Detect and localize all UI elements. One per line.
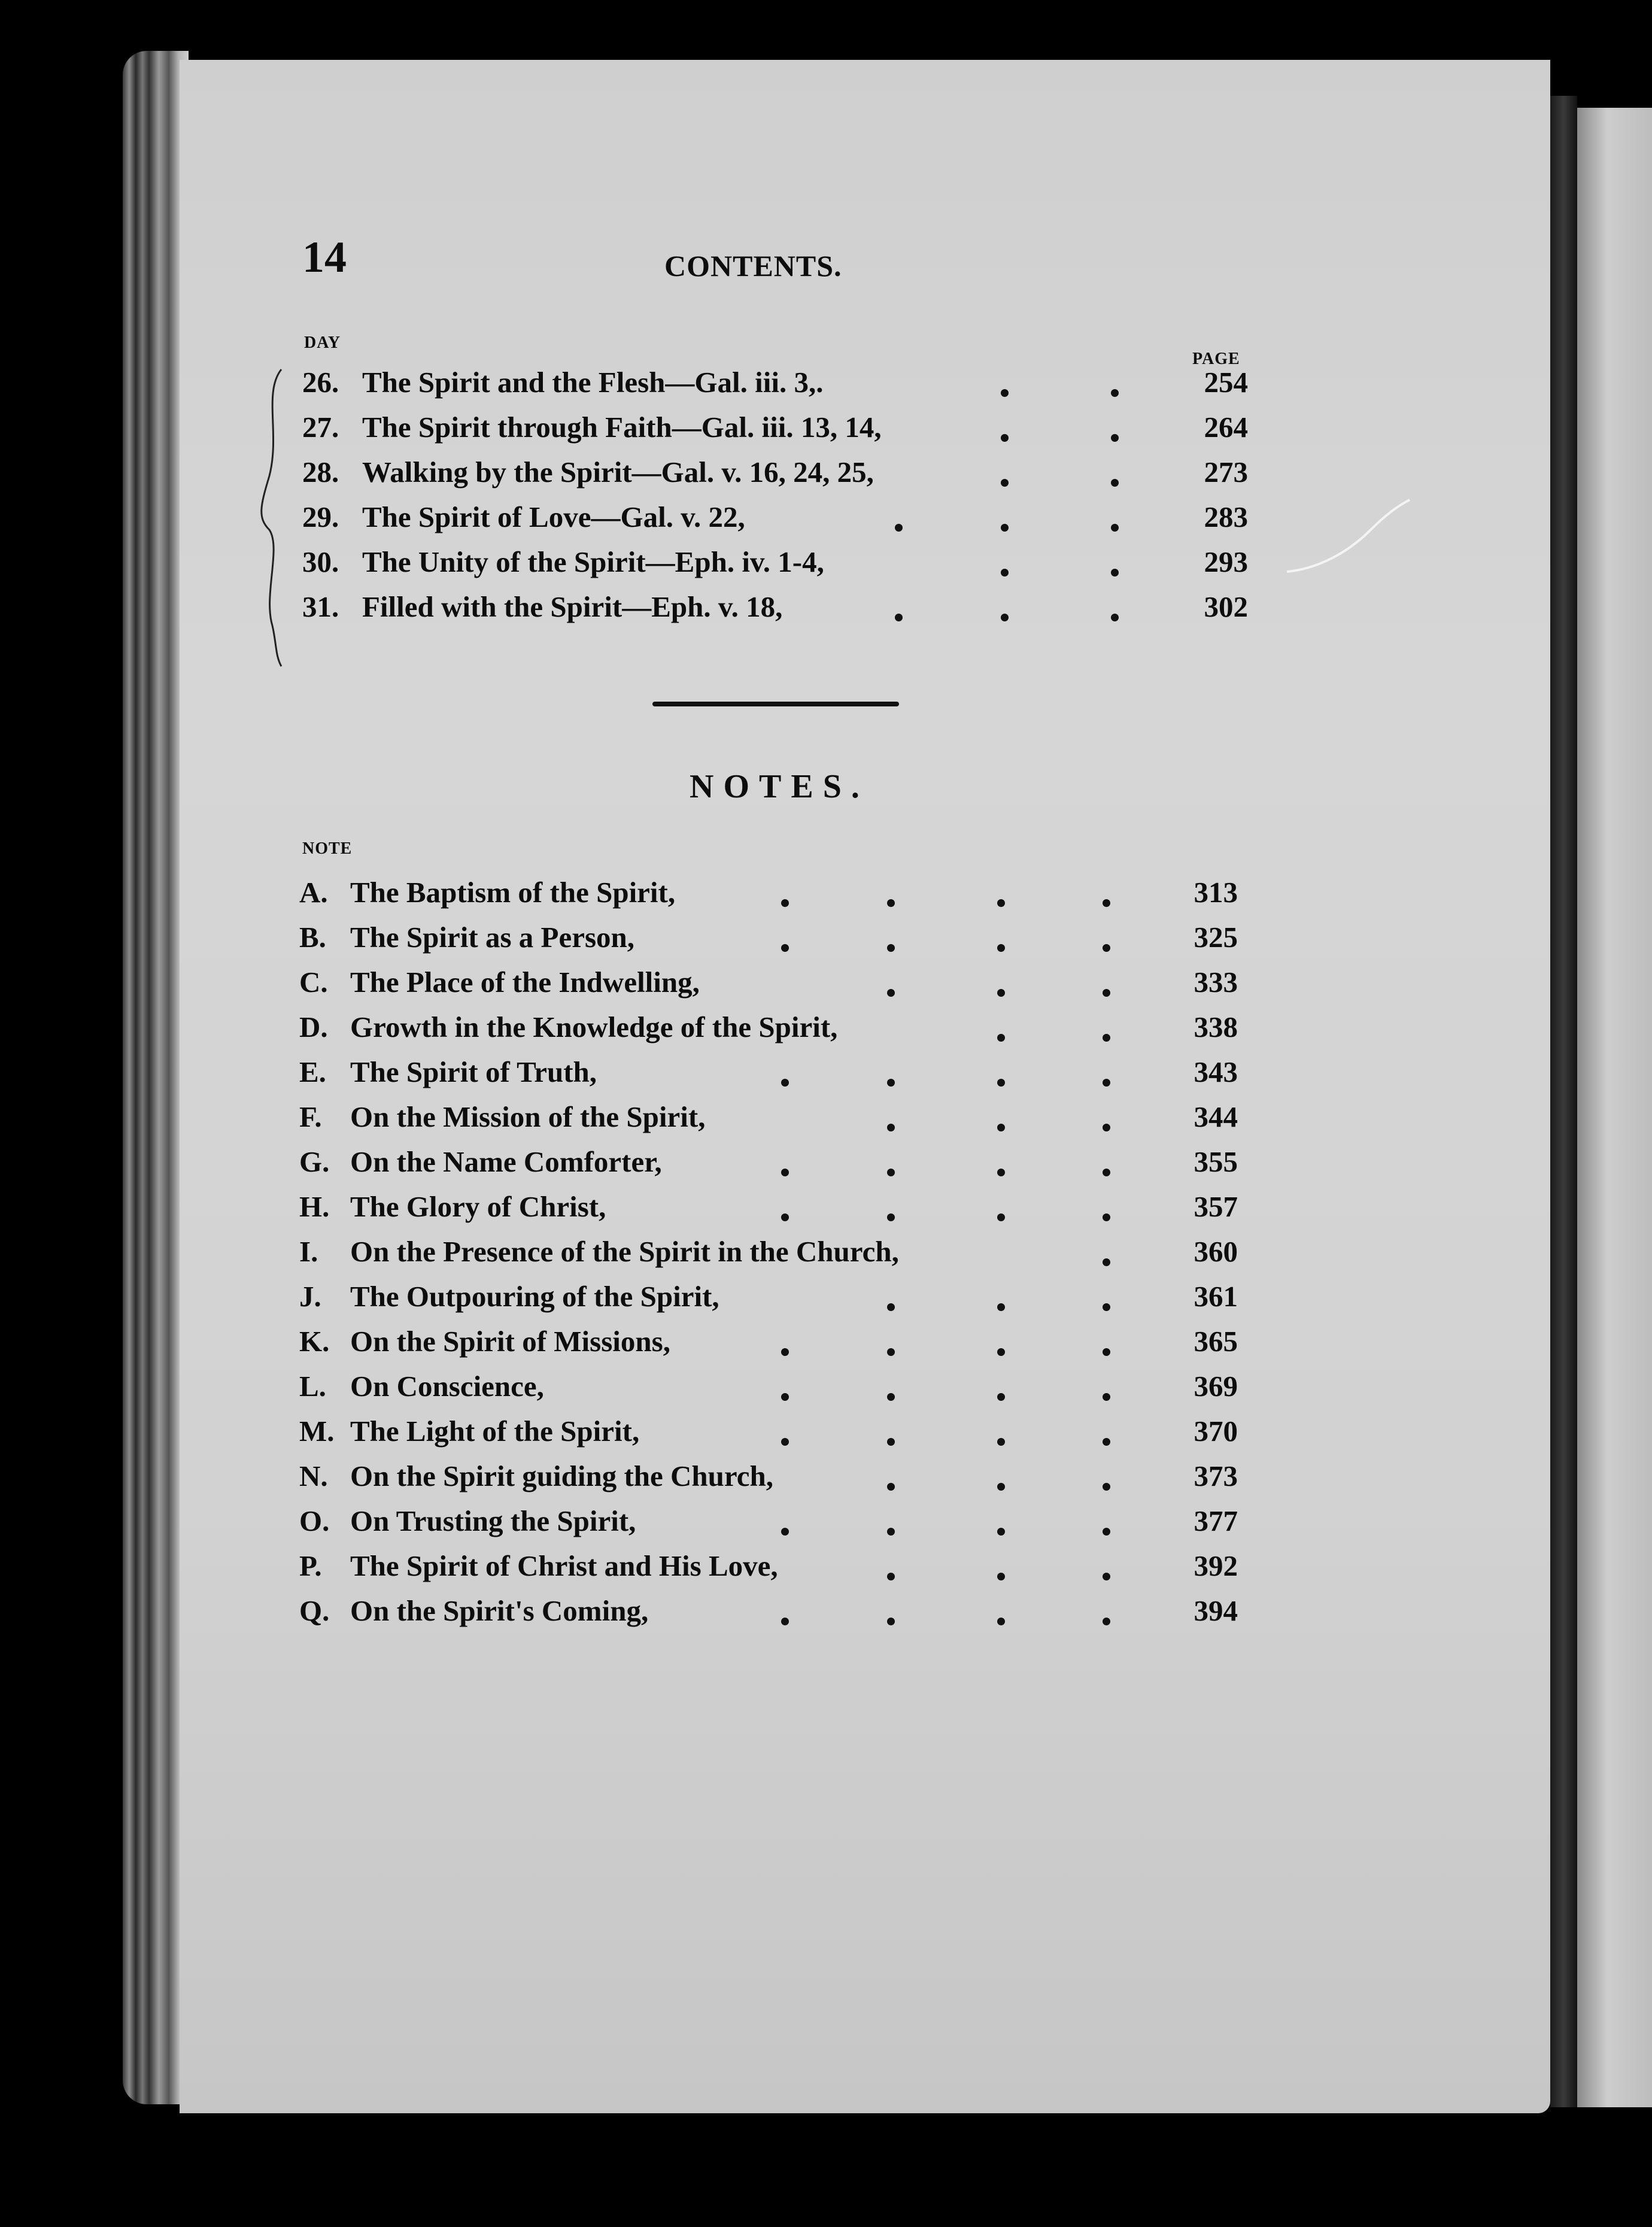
entry-page-number: 273 (1204, 456, 1248, 489)
facing-page-edge (1577, 108, 1652, 2107)
leader-dot (887, 1528, 895, 1536)
entry-letter: M. (299, 1415, 335, 1448)
leader-dot (887, 1573, 895, 1580)
entry-title: The Place of the Indwelling, (350, 966, 700, 999)
entry-title: The Spirit of Love—Gal. v. 22, (362, 500, 745, 533)
leader-dot (1111, 614, 1119, 621)
entry-page-number: 344 (1194, 1100, 1238, 1133)
entry-page-number: 325 (1194, 921, 1238, 954)
entry-letter: O. (299, 1504, 330, 1537)
leader-dot (781, 1079, 789, 1087)
entry-number: 26. (302, 366, 339, 399)
entry-title: The Glory of Christ, (350, 1190, 606, 1223)
leader-dot (997, 1034, 1005, 1042)
leader-dot (887, 1438, 895, 1446)
leader-dot (997, 1528, 1005, 1536)
entry-number: 31. (302, 590, 339, 623)
leader-dot (997, 1303, 1005, 1311)
entry-letter: L. (299, 1370, 326, 1403)
contents-entry (0, 410, 1317, 452)
leader-dot (1103, 944, 1110, 952)
leader-dot (1103, 1348, 1110, 1356)
entry-page-number: 333 (1194, 966, 1238, 999)
gutter-shadow (1550, 96, 1577, 2107)
leader-dot (1103, 1618, 1110, 1625)
entry-letter: C. (299, 966, 328, 999)
page-number: 14 (302, 233, 347, 282)
entry-title: Filled with the Spirit—Eph. v. 18, (362, 590, 783, 623)
leader-dot (895, 614, 903, 621)
entry-title: The Spirit through Faith—Gal. iii. 13, 14, (362, 411, 882, 444)
entry-page-number: 302 (1204, 590, 1248, 623)
leader-dot (781, 1618, 789, 1625)
note-entry (0, 1145, 1317, 1187)
entry-letter: P. (299, 1549, 322, 1582)
leader-dot (1103, 1438, 1110, 1446)
leader-dot (781, 1348, 789, 1356)
leader-dot (781, 1393, 789, 1401)
leader-dot (1111, 479, 1119, 487)
leader-dot (997, 1618, 1005, 1625)
leader-dot (1001, 479, 1009, 487)
entry-page-number: 254 (1204, 366, 1248, 399)
note-column-label: NOTE (302, 839, 353, 858)
entry-title: The Light of the Spirit, (350, 1415, 640, 1448)
leader-dot (1103, 1169, 1110, 1176)
entry-title: The Baptism of the Spirit, (350, 876, 676, 909)
leader-dot (781, 1528, 789, 1536)
entry-letter: E. (299, 1055, 326, 1088)
page-column-label: PAGE (1192, 350, 1240, 368)
entry-title: On the Presence of the Spirit in the Church, (350, 1235, 899, 1268)
leader-dot (997, 1169, 1005, 1176)
leader-dot (997, 1483, 1005, 1491)
leader-dot (781, 1213, 789, 1221)
section-divider (652, 702, 899, 706)
leader-dot (1103, 1573, 1110, 1580)
leader-dot (997, 1079, 1005, 1087)
note-entry (0, 1010, 1317, 1052)
entry-page-number: 373 (1194, 1460, 1238, 1492)
leader-dot (1103, 1483, 1110, 1491)
contents-entry (0, 455, 1317, 497)
leader-dot (781, 1438, 789, 1446)
contents-entry (0, 365, 1317, 407)
note-entry (0, 920, 1317, 962)
leader-dot (997, 1213, 1005, 1221)
entry-letter: F. (299, 1100, 322, 1133)
leader-dot (781, 899, 789, 907)
leader-dot (887, 1348, 895, 1356)
leader-dot (1103, 1528, 1110, 1536)
note-entry (0, 1324, 1317, 1366)
note-entry (0, 965, 1317, 1007)
leader-dot (887, 1303, 895, 1311)
entry-page-number: 355 (1194, 1145, 1238, 1178)
entry-title: On the Name Comforter, (350, 1145, 662, 1178)
note-entry (0, 1100, 1317, 1142)
entry-title: The Spirit of Christ and His Love, (350, 1549, 778, 1582)
leader-dot (887, 1483, 895, 1491)
entry-page-number: 370 (1194, 1415, 1238, 1448)
entry-title: Growth in the Knowledge of the Spirit, (350, 1011, 838, 1043)
entry-title: On Trusting the Spirit, (350, 1504, 636, 1537)
note-entry (0, 1055, 1317, 1097)
note-entry (0, 1190, 1317, 1231)
leader-dot (1001, 569, 1009, 577)
entry-title: The Spirit and the Flesh—Gal. iii. 3,. (362, 366, 824, 399)
entry-title: On the Mission of the Spirit, (350, 1100, 706, 1133)
leader-dot (1103, 1079, 1110, 1087)
contents-entry (0, 590, 1317, 632)
entry-page-number: 283 (1204, 500, 1248, 533)
leader-dot (887, 989, 895, 997)
leader-dot (997, 1393, 1005, 1401)
entry-page-number: 365 (1194, 1325, 1238, 1358)
day-column-label: DAY (304, 333, 341, 352)
entry-number: 29. (302, 500, 339, 533)
leader-dot (887, 1079, 895, 1087)
leader-dot (997, 1124, 1005, 1131)
leader-dot (997, 1348, 1005, 1356)
leader-dot (1001, 389, 1009, 397)
leader-dot (887, 899, 895, 907)
entry-letter: G. (299, 1145, 330, 1178)
entry-title: On the Spirit's Coming, (350, 1594, 649, 1627)
entry-page-number: 264 (1204, 411, 1248, 444)
leader-dot (1001, 614, 1009, 621)
entry-letter: I. (299, 1235, 318, 1268)
leader-dot (997, 1573, 1005, 1580)
entry-page-number: 361 (1194, 1280, 1238, 1313)
notes-heading: NOTES. (690, 768, 869, 805)
entry-letter: H. (299, 1190, 330, 1223)
entry-letter: N. (299, 1460, 328, 1492)
leader-dot (1001, 524, 1009, 532)
leader-dot (887, 1618, 895, 1625)
note-entry (0, 1369, 1317, 1411)
leader-dot (1103, 1258, 1110, 1266)
leader-dot (997, 989, 1005, 997)
leader-dot (1103, 1213, 1110, 1221)
entry-page-number: 357 (1194, 1190, 1238, 1223)
leader-dot (1103, 1393, 1110, 1401)
note-entry (0, 1414, 1317, 1456)
leader-dot (781, 944, 789, 952)
entry-letter: J. (299, 1280, 321, 1313)
entry-page-number: 293 (1204, 545, 1248, 578)
entry-page-number: 394 (1194, 1594, 1238, 1627)
leader-dot (887, 1124, 895, 1131)
running-head: CONTENTS. (664, 249, 842, 283)
leader-dot (1111, 389, 1119, 397)
entry-number: 30. (302, 545, 339, 578)
leader-dot (1111, 569, 1119, 577)
note-entry (0, 1234, 1317, 1276)
leader-dot (1103, 1124, 1110, 1131)
note-entry (0, 1504, 1317, 1546)
leader-dot (1103, 1034, 1110, 1042)
entry-title: The Outpouring of the Spirit, (350, 1280, 719, 1313)
leader-dot (781, 1169, 789, 1176)
note-entry (0, 875, 1317, 917)
entry-page-number: 360 (1194, 1235, 1238, 1268)
leader-dot (997, 944, 1005, 952)
entry-page-number: 338 (1194, 1011, 1238, 1043)
entry-title: On Conscience, (350, 1370, 544, 1403)
entry-letter: B. (299, 921, 326, 954)
entry-page-number: 343 (1194, 1055, 1238, 1088)
note-entry (0, 1594, 1317, 1636)
entry-title: The Unity of the Spirit—Eph. iv. 1-4, (362, 545, 824, 578)
contents-entry (0, 500, 1317, 542)
leader-dot (1103, 899, 1110, 907)
entry-title: On the Spirit guiding the Church, (350, 1460, 774, 1492)
note-entry (0, 1549, 1317, 1591)
leader-dot (997, 899, 1005, 907)
leader-dot (1103, 989, 1110, 997)
entry-page-number: 377 (1194, 1504, 1238, 1537)
leader-dot (1001, 434, 1009, 442)
leader-dot (887, 1213, 895, 1221)
leader-dot (895, 524, 903, 532)
leader-dot (1103, 1303, 1110, 1311)
entry-number: 28. (302, 456, 339, 489)
entry-letter: K. (299, 1325, 330, 1358)
note-entry (0, 1279, 1317, 1321)
entry-number: 27. (302, 411, 339, 444)
leader-dot (1111, 434, 1119, 442)
entry-page-number: 313 (1194, 876, 1238, 909)
leader-dot (887, 944, 895, 952)
entry-title: The Spirit of Truth, (350, 1055, 597, 1088)
leader-dot (887, 1393, 895, 1401)
leader-dot (997, 1438, 1005, 1446)
contents-entry (0, 545, 1317, 587)
note-entry (0, 1459, 1317, 1501)
entry-letter: D. (299, 1011, 328, 1043)
leader-dot (887, 1169, 895, 1176)
entry-page-number: 392 (1194, 1549, 1238, 1582)
entry-letter: A. (299, 876, 328, 909)
leader-dot (1111, 524, 1119, 532)
entry-title: Walking by the Spirit—Gal. v. 16, 24, 25, (362, 456, 874, 489)
entry-letter: Q. (299, 1594, 330, 1627)
entry-title: The Spirit as a Person, (350, 921, 635, 954)
entry-title: On the Spirit of Missions, (350, 1325, 670, 1358)
entry-page-number: 369 (1194, 1370, 1238, 1403)
